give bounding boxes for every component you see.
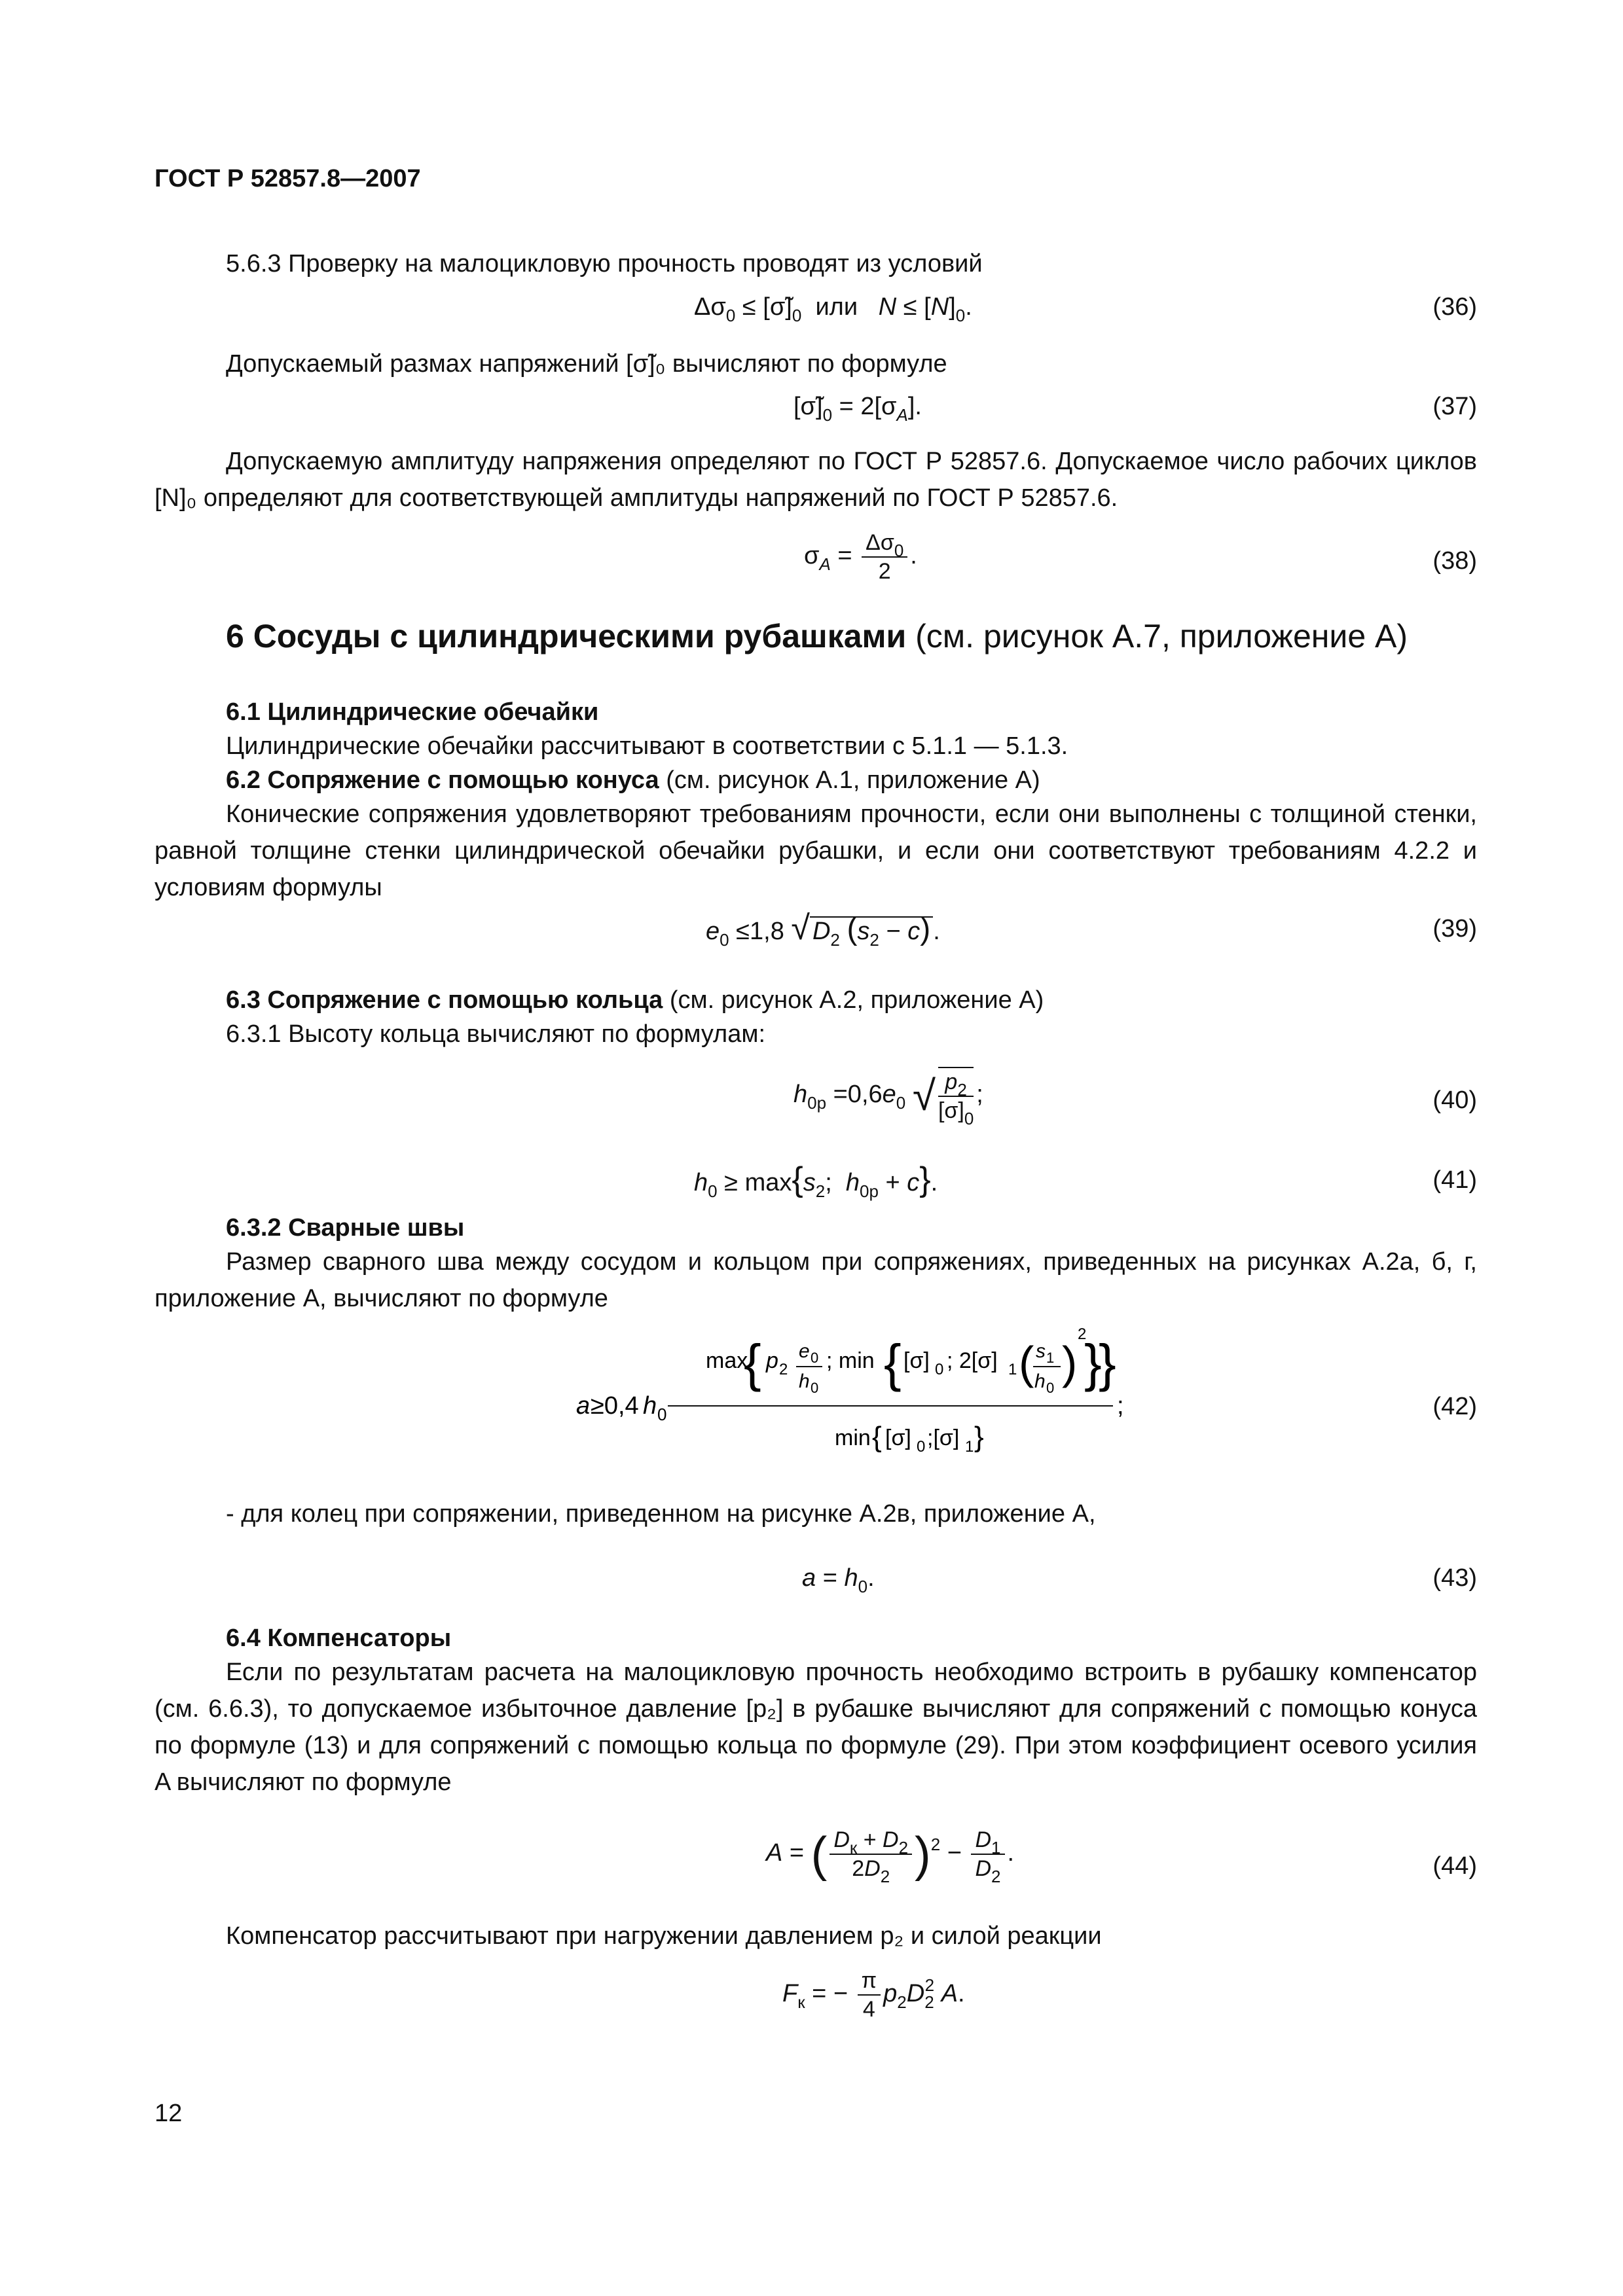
equation-number-40: (40)	[1432, 1086, 1477, 1114]
formula-38: $\sigma_A$ = $\frac{\Delta\sigma_0}{2}$ .	[804, 530, 917, 584]
svg-text:p: p	[766, 1348, 778, 1373]
svg-text:;[σ]: ;[σ]	[927, 1426, 960, 1450]
svg-text:1: 1	[965, 1438, 974, 1456]
section-6-4-text: Если по результатам расчета на малоцикловую прочность необходимо встроить в рубашку компенсатор (см. 6.6.3), то допускаемое избыточное давление [p₂] в рубашке вычисляют для сопряжений с помощью конуса по формуле (13) и для сопряжений с помощью кольца по формуле (29). При этом коэффициент осевого усилия A вычисляют по формуле	[155, 1659, 1477, 1796]
formula-36: $\Delta\sigma_0$ ≤ $[\sigmã]_0$ или $N \le [N]_0$.	[694, 293, 972, 325]
section-6-title-rest: (см. рисунок А.7, приложение А)	[906, 618, 1408, 655]
svg-text:0: 0	[935, 1361, 944, 1378]
section-6-3-2-text-2: - для колец при сопряжении, приведенном на рисунке А.2в, приложение А,	[226, 1500, 1096, 1528]
equation-number-39: (39)	[1432, 915, 1477, 942]
paragraph-5-6-3-intro: 5.6.3 Проверку на малоцикловую прочность проводят из условий	[226, 250, 983, 278]
section-6-4-text-2: Компенсатор рассчитывают при нагружении давлением p₂ и силой реакции	[226, 1922, 1102, 1950]
equation-number-36: (36)	[1432, 293, 1477, 321]
paragraph-eq38-intro: Допускаемую амплитуду напряжения определяют по ГОСТ Р 52857.6. Допускаемое число рабочих циклов [N]₀ определяют для соответствующей амплитуды напряжений по ГОСТ Р 52857.6.	[155, 448, 1477, 512]
svg-text:{: {	[884, 1334, 902, 1392]
page-number: 12	[155, 2100, 183, 2127]
section-6-4-title: 6.4 Компенсаторы	[226, 1624, 452, 1652]
svg-text:max: max	[706, 1348, 748, 1373]
svg-text:[σ]: [σ]	[903, 1348, 930, 1373]
formula-43: $a = h_0$.	[802, 1564, 875, 1596]
formula-reaction-force: $F_к$ = − $\frac{\pi}{4}$ $p_2D_2^2$ A.	[782, 1968, 965, 2022]
svg-text:h: h	[1034, 1371, 1046, 1392]
svg-text:): )	[1062, 1337, 1078, 1388]
svg-text:{: {	[744, 1334, 761, 1392]
section-6-2-title: 6.2 Сопряжение с помощью конуса	[226, 766, 659, 794]
svg-text:{: {	[872, 1421, 882, 1453]
formula-40: $h_{0p} =0,6e_0$ √ $\frac{p_2}{[\sigma]_0}$ ;	[793, 1067, 983, 1124]
svg-text:; 2[σ]: ; 2[σ]	[947, 1348, 998, 1373]
svg-text:0: 0	[811, 1380, 819, 1396]
svg-text:h: h	[643, 1392, 657, 1420]
svg-text:a: a	[576, 1392, 591, 1420]
svg-text:}: }	[1084, 1334, 1102, 1392]
section-6-2-title-rest: (см. рисунок А.1, приложение А)	[659, 766, 1040, 794]
svg-text:}: }	[974, 1421, 984, 1453]
formula-44: A = ( $\frac{D_к + D_2}{2D_2}$ )$^2$ − $\frac{D_1}{D_2}$ .	[766, 1827, 1015, 1886]
equation-number-41: (41)	[1432, 1166, 1477, 1194]
paragraph-eq37-intro: Допускаемый размах напряжений [σ̃]₀ вычисляют по формуле	[226, 350, 947, 378]
equation-number-44: (44)	[1432, 1852, 1477, 1880]
svg-text:s: s	[1036, 1340, 1046, 1362]
svg-text:0: 0	[657, 1405, 667, 1424]
svg-text:1: 1	[1046, 1350, 1055, 1366]
section-6-1-text: Цилиндрические обечайки рассчитывают в соответствии с 5.1.1 — 5.1.3.	[226, 732, 1068, 760]
svg-text:min: min	[835, 1426, 871, 1450]
section-6-1-title: 6.1 Цилиндрические обечайки	[226, 698, 599, 726]
svg-text:[σ]: [σ]	[885, 1426, 911, 1450]
formula-41: $h_0 \ge \max\{s_2$; $h_{0p} + c$}.	[694, 1160, 938, 1201]
svg-text:2: 2	[1078, 1325, 1087, 1343]
section-6-3-title-rest: (см. рисунок А.2, приложение А)	[663, 986, 1044, 1014]
formula-37: $[\sigmã]_0 = 2[\sigma_A]$.	[793, 393, 922, 425]
svg-text:h: h	[799, 1371, 810, 1392]
section-6-3-2-text: Размер сварного шва между сосудом и кольцом при сопряжениях, приведенных на рисунках А.2а, б, г, приложение А, вычисляют по формуле	[155, 1248, 1477, 1312]
svg-text:;: ;	[1117, 1392, 1124, 1420]
section-6-3-2-title: 6.3.2 Сварные швы	[226, 1214, 465, 1242]
svg-text:0: 0	[1046, 1380, 1055, 1396]
section-6-2-heading	[226, 762, 1040, 798]
equation-number-42: (42)	[1432, 1393, 1477, 1420]
formula-39: $e_0 \le 1,8$ √ $D_2$ $(s_2 - c)$ .	[706, 909, 940, 950]
section-6-title	[226, 615, 1408, 657]
svg-text:1: 1	[1008, 1361, 1017, 1378]
section-6-3-1-text: 6.3.1 Высоту кольца вычисляют по формулам:	[226, 1020, 766, 1048]
section-6-2-text: Конические сопряжения удовлетворяют требованиям прочности, если они выполнены с толщиной стенки, равной толщине стенки цилиндрической обечайки рубашки, и если они соответствуют требованиям 4.2.2 и условиям формулы	[155, 800, 1477, 901]
equation-number-43: (43)	[1432, 1564, 1477, 1592]
equation-number-37: (37)	[1432, 393, 1477, 420]
svg-text:e: e	[799, 1340, 810, 1362]
svg-text:2: 2	[779, 1361, 788, 1378]
svg-text:}: }	[1099, 1334, 1116, 1392]
section-6-title-bold: 6 Сосуды с цилиндрическими рубашками	[226, 618, 907, 655]
section-6-3-title: 6.3 Сопряжение с помощью кольца	[226, 986, 663, 1014]
equation-number-38: (38)	[1432, 547, 1477, 575]
document-header: ГОСТ Р 52857.8—2007	[155, 165, 421, 192]
svg-text:0: 0	[917, 1438, 926, 1456]
svg-text:(: (	[1019, 1337, 1034, 1388]
svg-text:≥0,4: ≥0,4	[591, 1392, 639, 1420]
svg-text:0: 0	[811, 1350, 819, 1366]
formula-42	[576, 1316, 1139, 1466]
section-6-3-heading	[226, 982, 1044, 1018]
svg-text:; min: ; min	[826, 1348, 875, 1373]
